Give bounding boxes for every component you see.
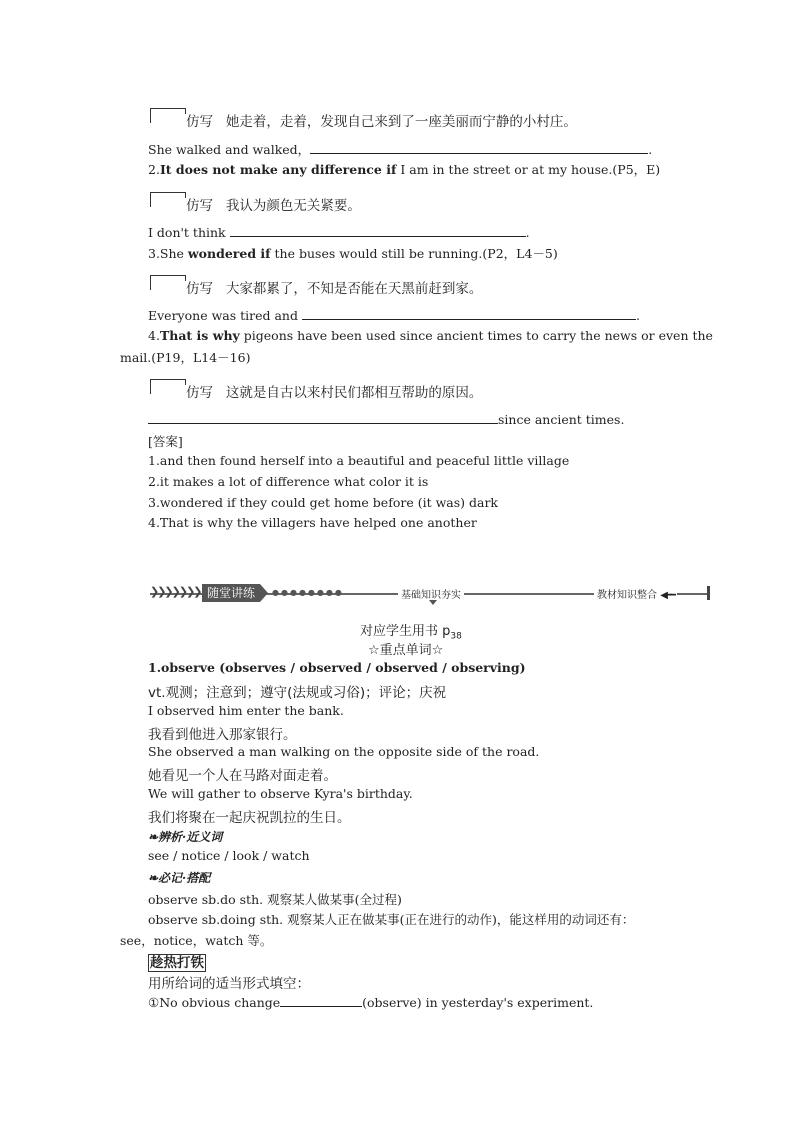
section-banner xyxy=(150,584,710,602)
collocation-2: observe sb.doing sth. 观察某人正在做某事(正在进行的动作)，能这样用的动词还有： xyxy=(148,912,635,927)
mimic-prompt-4 xyxy=(186,381,482,401)
item-number: 4. xyxy=(148,328,160,343)
item-number: 2. xyxy=(148,162,160,177)
ref-page: 38 xyxy=(450,631,462,642)
sentence-rest: the buses would still be running.(P2，L4－5) xyxy=(270,246,558,261)
fill-line-1 xyxy=(148,140,652,158)
bracket-mark xyxy=(150,379,185,394)
banner-tag: 随堂讲练 xyxy=(202,584,260,602)
blank[interactable] xyxy=(310,141,648,154)
question-tail: (observe) in yesterday's experiment. xyxy=(362,995,594,1010)
bracket-mark xyxy=(150,108,185,123)
fill-line-2 xyxy=(148,224,530,240)
word-headword: 1.observe (observes / observed / observed / observing) xyxy=(148,660,526,675)
practice-label xyxy=(148,951,206,971)
example-zh-1: 我看到他进入那家银行。 xyxy=(148,727,297,743)
answer-3: 3.wondered if they could get home before (it was) dark xyxy=(148,495,498,510)
example-sentence-2 xyxy=(148,160,660,178)
fill-end: . xyxy=(635,308,640,323)
prompt-text: 这就是自古以来村民们都相互帮助的原因。 xyxy=(225,385,483,401)
sentence-rest: mail.(P19，L14－16) xyxy=(120,350,251,365)
mimic-label: 仿写 xyxy=(186,198,213,214)
blank[interactable] xyxy=(230,224,526,237)
question-lead: ①No obvious change xyxy=(148,995,281,1010)
example-sentence-4 xyxy=(148,328,713,343)
back-arrows-icon: ◀━━ xyxy=(660,590,674,601)
fill-end: . xyxy=(525,225,530,240)
answer-2: 2.it makes a lot of difference what color it is xyxy=(148,474,429,489)
item-number: 3.She xyxy=(148,246,188,261)
synonym-label: ❧辨析·近义词 xyxy=(148,830,223,844)
collocation-label: ❧必记·搭配 xyxy=(148,871,211,885)
blank[interactable] xyxy=(148,411,498,424)
prompt-text: 大家都累了，不知是否能在天黑前赶到家。 xyxy=(225,281,483,297)
fill-tail: since ancient times. xyxy=(498,412,625,427)
synonym-list: see / notice / look / watch xyxy=(148,848,310,863)
fill-line-4 xyxy=(148,411,624,427)
example-en-1: I observed him enter the bank. xyxy=(148,703,344,718)
bracket-mark xyxy=(150,192,185,207)
section-title: ☆重点单词☆ xyxy=(368,643,444,658)
fill-line-3 xyxy=(148,307,640,323)
ref-text: 对应学生用书 p xyxy=(360,624,451,639)
collocation-2-cont: see，notice，watch 等。 xyxy=(120,933,273,948)
practice-question-1 xyxy=(148,994,593,1010)
fill-lead: Everyone was tired and xyxy=(148,308,298,323)
mimic-label: 仿写 xyxy=(186,114,213,130)
chevron-arrows-icon: ❯❯❯❯❯❯❯ xyxy=(150,585,201,598)
practice-instruction: 用所给词的适当形式填空： xyxy=(148,976,310,992)
tag-arrow-icon xyxy=(260,584,268,602)
banner-end-bar xyxy=(707,586,710,600)
sentence-rest: I am in the street or at my house.(P5，E) xyxy=(396,162,661,177)
example-en-3: We will gather to observe Kyra's birthday. xyxy=(148,786,413,801)
bracket-mark xyxy=(150,275,185,290)
fill-lead: I don't think xyxy=(148,225,226,240)
dots-icon: ●●●●●●●● xyxy=(272,588,344,597)
prompt-text: 我认为颜色无关紧要。 xyxy=(225,198,361,214)
fill-lead: She walked and walked， xyxy=(148,142,311,157)
mimic-prompt-1 xyxy=(186,110,577,130)
mimic-label: 仿写 xyxy=(186,281,213,297)
answer-label: [答案] xyxy=(148,434,183,449)
banner-right-text: 教材知识整合 xyxy=(597,590,657,601)
sentence-rest: pigeons have been used since ancient times to carry the news or even the xyxy=(239,328,713,343)
example-zh-2: 她看见一个人在马路对面走着。 xyxy=(148,768,337,784)
mimic-prompt-3 xyxy=(186,277,482,297)
key-phrase: It does not make any difference if xyxy=(159,162,397,177)
answer-1: 1.and then found herself into a beautiful and peaceful little village xyxy=(148,453,570,468)
example-sentence-3 xyxy=(148,244,558,262)
key-phrase: wondered if xyxy=(187,246,271,261)
key-phrase: That is why xyxy=(159,328,240,343)
prompt-text: 她走着，走着，发现自己来到了一座美丽而宁静的小村庄。 xyxy=(225,114,577,130)
banner-mid-label: 基础知识夯实 xyxy=(398,586,464,601)
example-en-2: She observed a man walking on the opposite side of the road. xyxy=(148,744,540,759)
example-zh-3: 我们将聚在一起庆祝凯拉的生日。 xyxy=(148,810,351,826)
mimic-prompt-2 xyxy=(186,194,361,214)
blank[interactable] xyxy=(280,994,362,1007)
example-sentence-4-cont xyxy=(120,348,250,366)
answer-4: 4.That is why the villagers have helped one another xyxy=(148,515,477,530)
collocation-1: observe sb.do sth. 观察某人做某事(全过程) xyxy=(148,892,402,907)
word-definition: vt.观测；注意到；遵守(法规或习俗)；评论；庆祝 xyxy=(148,685,447,701)
banner-right-label xyxy=(594,586,677,601)
blank[interactable] xyxy=(302,307,636,320)
practice-label-text: 趁热打铁 xyxy=(150,955,204,971)
fill-end: . xyxy=(648,142,653,157)
pointer-triangle-icon xyxy=(429,600,437,605)
mimic-label: 仿写 xyxy=(186,385,213,401)
